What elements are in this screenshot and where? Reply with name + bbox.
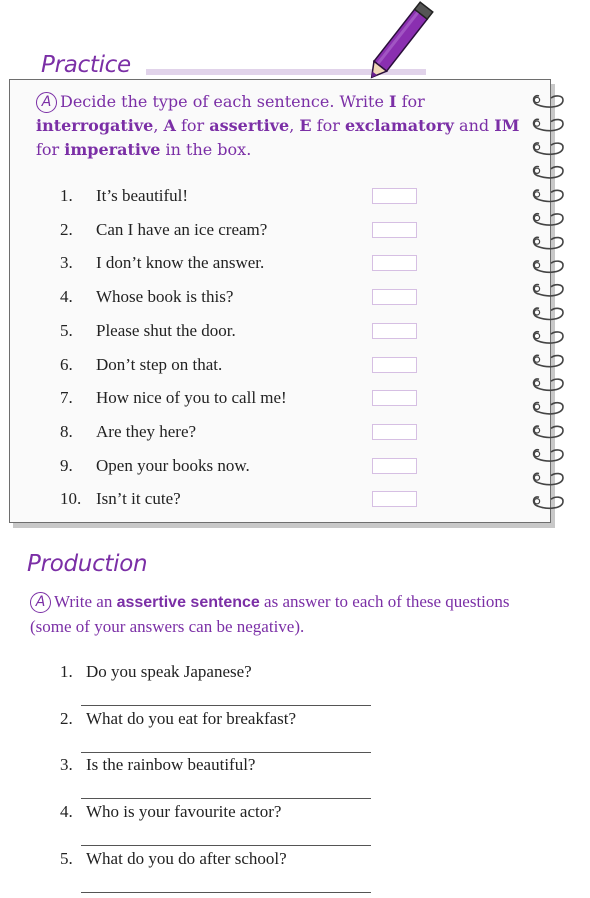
answer-box[interactable] — [372, 357, 417, 373]
ring-hole — [534, 145, 539, 150]
sentence-row — [60, 220, 440, 244]
ring-hole — [534, 215, 539, 220]
item-number: 4. — [60, 802, 73, 822]
instruction-keyword: interrogative — [36, 116, 154, 135]
sentence-row — [60, 186, 440, 210]
item-number: 2. — [60, 708, 73, 728]
practice-heading: Practice — [41, 52, 131, 78]
answer-line[interactable] — [81, 892, 371, 893]
answer-box[interactable] — [372, 390, 417, 406]
instruction-text: and — [453, 116, 495, 135]
item-number: 2. — [60, 219, 73, 239]
item-number: 7. — [60, 388, 73, 408]
question-row — [60, 755, 390, 779]
question-row — [60, 709, 390, 733]
answer-line[interactable] — [81, 705, 371, 706]
item-number: 5. — [60, 848, 73, 868]
ring-hole — [534, 192, 539, 197]
instruction-keyword: E — [299, 116, 312, 135]
question-text: Is the rainbow beautiful? — [86, 755, 256, 775]
spiral-binding-icon — [529, 86, 569, 516]
circled-a-icon: A — [30, 592, 51, 613]
question-text: What do you do after school? — [86, 848, 287, 868]
ring-hole — [534, 475, 539, 480]
ring-hole — [534, 310, 539, 315]
answer-box[interactable] — [372, 491, 417, 507]
instruction-text: as answer to each of these questions — [259, 592, 510, 611]
ring-hole — [534, 263, 539, 268]
ring-hole — [534, 97, 539, 102]
item-number: 3. — [60, 253, 73, 273]
question-row — [60, 802, 390, 826]
ring-hole — [534, 499, 539, 504]
item-number: 1. — [60, 662, 73, 681]
ring-hole — [534, 168, 539, 173]
item-number: 1. — [60, 186, 73, 205]
instruction-text: for — [36, 140, 65, 159]
instruction-text: , — [153, 116, 164, 135]
item-number: 5. — [60, 320, 73, 340]
sentence-row — [60, 287, 440, 311]
question-text: Do you speak Japanese? — [86, 662, 252, 681]
question-text: Who is your favourite actor? — [86, 802, 282, 822]
item-number: 9. — [60, 455, 73, 475]
instruction-keyword: exclamatory — [344, 116, 454, 135]
ring-hole — [534, 239, 539, 244]
instruction-text-line2: (some of your answers can be negative). — [30, 617, 305, 636]
circled-a-icon: A — [36, 92, 57, 113]
instruction-bold: assertive sentence — [116, 594, 260, 611]
ring-hole — [534, 381, 539, 386]
sentence-text: Don’t step on that. — [96, 354, 223, 374]
production-heading: Production — [27, 551, 148, 577]
practice-instruction — [36, 90, 526, 162]
instruction-text: Write an — [54, 592, 117, 611]
answer-line[interactable] — [81, 752, 371, 753]
answer-box[interactable] — [372, 458, 417, 474]
ring-hole — [534, 428, 539, 433]
instruction-text: , — [289, 116, 300, 135]
question-row — [60, 662, 390, 686]
sentence-row — [60, 253, 440, 277]
instruction-text: Decide the type of each sentence. Write — [60, 92, 389, 111]
ring-hole — [534, 333, 539, 338]
sentence-row — [60, 489, 440, 513]
sentence-text: Please shut the door. — [96, 320, 236, 340]
instruction-text: in the box. — [160, 140, 252, 159]
ring-hole — [534, 404, 539, 409]
question-text: What do you eat for breakfast? — [86, 708, 297, 728]
sentence-text: Isn’t it cute? — [96, 489, 181, 509]
answer-line[interactable] — [81, 798, 371, 799]
sentence-row — [60, 321, 440, 345]
instruction-keyword: A — [163, 116, 176, 135]
instruction-text: for — [396, 92, 425, 111]
answer-box[interactable] — [372, 188, 417, 204]
answer-box[interactable] — [372, 222, 417, 238]
production-instruction — [30, 590, 590, 639]
sentence-text: Can I have an ice cream? — [96, 219, 268, 239]
item-number: 8. — [60, 421, 73, 441]
ring-hole — [534, 451, 539, 456]
instruction-keyword: IM — [494, 116, 520, 135]
sentence-text: I don’t know the answer. — [96, 253, 265, 273]
item-number: 3. — [60, 755, 73, 775]
sentence-text: It’s beautiful! — [96, 186, 189, 205]
sentence-text: Whose book is this? — [96, 287, 234, 307]
answer-box[interactable] — [372, 255, 417, 271]
answer-box[interactable] — [372, 424, 417, 440]
pencil-icon — [350, 0, 450, 82]
instruction-keyword: assertive — [209, 116, 290, 135]
answer-box[interactable] — [372, 323, 417, 339]
sentence-text: How nice of you to call me! — [96, 388, 287, 408]
question-row — [60, 849, 390, 873]
instruction-text: for — [175, 116, 210, 135]
sentence-text: Are they here? — [96, 421, 197, 441]
answer-box[interactable] — [372, 289, 417, 305]
sentence-text: Open your books now. — [96, 455, 250, 475]
item-number: 6. — [60, 354, 73, 374]
sentence-row — [60, 456, 440, 480]
sentence-row — [60, 388, 440, 412]
ring-hole — [534, 121, 539, 126]
ring-hole — [534, 286, 539, 291]
answer-line[interactable] — [81, 845, 371, 846]
ring-hole — [534, 357, 539, 362]
item-number: 10. — [60, 489, 82, 509]
item-number: 4. — [60, 287, 73, 307]
sentence-row — [60, 422, 440, 446]
instruction-text: for — [311, 116, 345, 135]
sentence-row — [60, 355, 440, 379]
instruction-keyword: I — [389, 92, 397, 111]
instruction-keyword: imperative — [64, 140, 161, 159]
